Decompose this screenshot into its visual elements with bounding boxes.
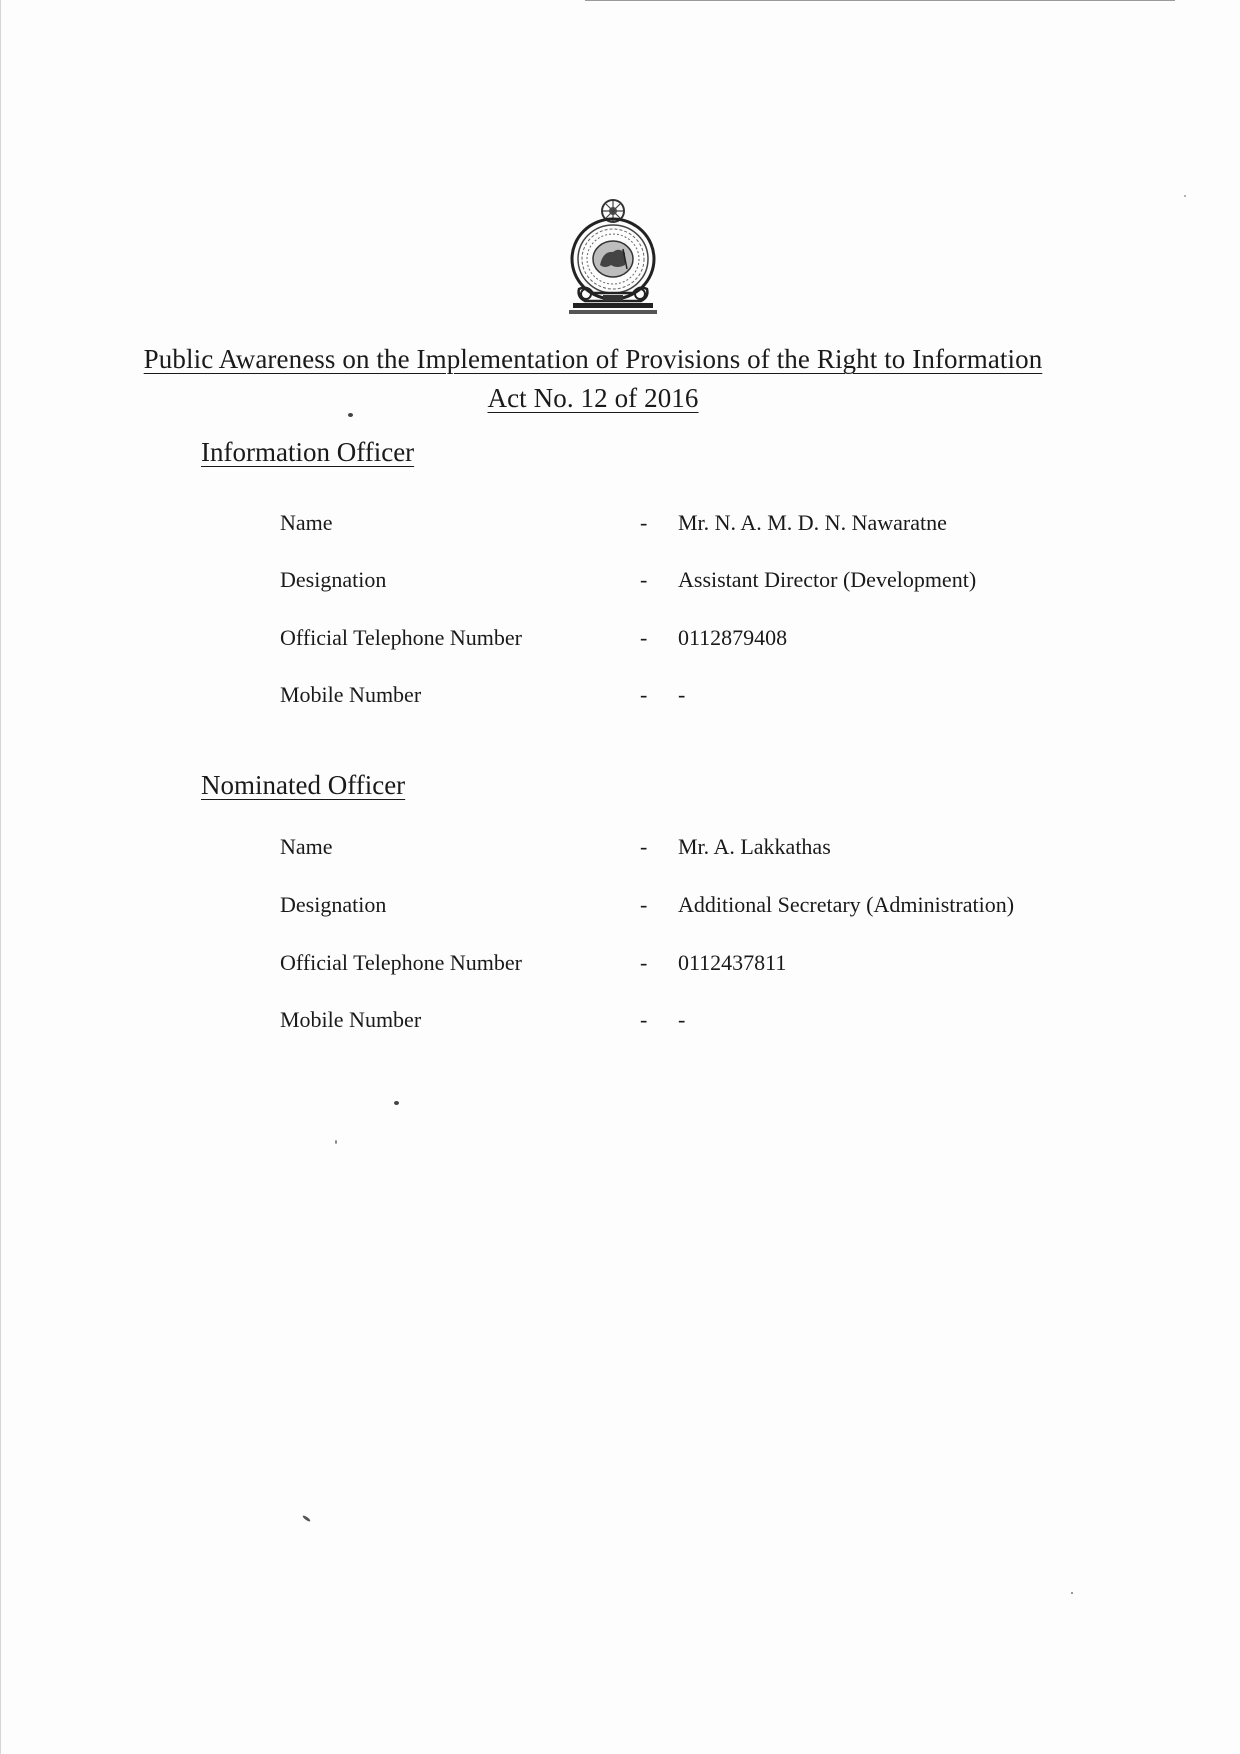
info-mobile-value: -: [678, 682, 686, 707]
info-name-dash: -: [640, 510, 648, 535]
nominated-officer-heading: Nominated Officer: [201, 770, 406, 800]
nom-telephone-dash: -: [640, 950, 648, 975]
nom-mobile-value: -: [678, 1007, 686, 1032]
scan-speck: [1184, 195, 1186, 197]
info-mobile-dash: -: [640, 682, 648, 707]
nom-name-label: Name: [280, 834, 333, 859]
scan-speck: [1071, 1592, 1073, 1594]
scan-edge-top: [585, 0, 1175, 1]
nom-name-dash: -: [640, 834, 648, 859]
scan-speck: [335, 1140, 337, 1144]
info-telephone-dash: -: [640, 625, 648, 650]
nom-designation-dash: -: [640, 892, 648, 917]
nom-mobile-dash: -: [640, 1007, 648, 1032]
info-telephone-value: 0112879408: [678, 625, 788, 650]
info-telephone-label: Official Telephone Number: [280, 625, 523, 650]
document-title-line-1: Public Awareness on the Implementation of Provisions of the Right to Information: [143, 344, 1043, 374]
nom-designation-value: Additional Secretary (Administration): [678, 892, 1015, 917]
document-title-line-2: Act No. 12 of 2016: [487, 383, 699, 413]
info-name-label: Name: [280, 510, 333, 535]
nom-telephone-label: Official Telephone Number: [280, 950, 523, 975]
info-name-value: Mr. N. A. M. D. N. Nawaratne: [678, 510, 947, 535]
nom-designation-label: Designation: [280, 892, 387, 917]
sri-lanka-state-emblem-icon: [567, 197, 659, 321]
nom-mobile-label: Mobile Number: [280, 1007, 422, 1032]
info-designation-label: Designation: [280, 567, 387, 592]
nom-telephone-value: 0112437811: [678, 950, 787, 975]
nom-name-value: Mr. A. Lakkathas: [678, 834, 831, 859]
scan-speck: [394, 1101, 399, 1105]
scan-edge-left: [0, 0, 1, 1754]
scan-speck: [348, 413, 353, 417]
info-designation-value: Assistant Director (Development): [678, 567, 977, 592]
info-mobile-label: Mobile Number: [280, 682, 422, 707]
info-designation-dash: -: [640, 567, 648, 592]
information-officer-heading: Information Officer: [201, 437, 415, 467]
scan-speck: [302, 1515, 311, 1523]
